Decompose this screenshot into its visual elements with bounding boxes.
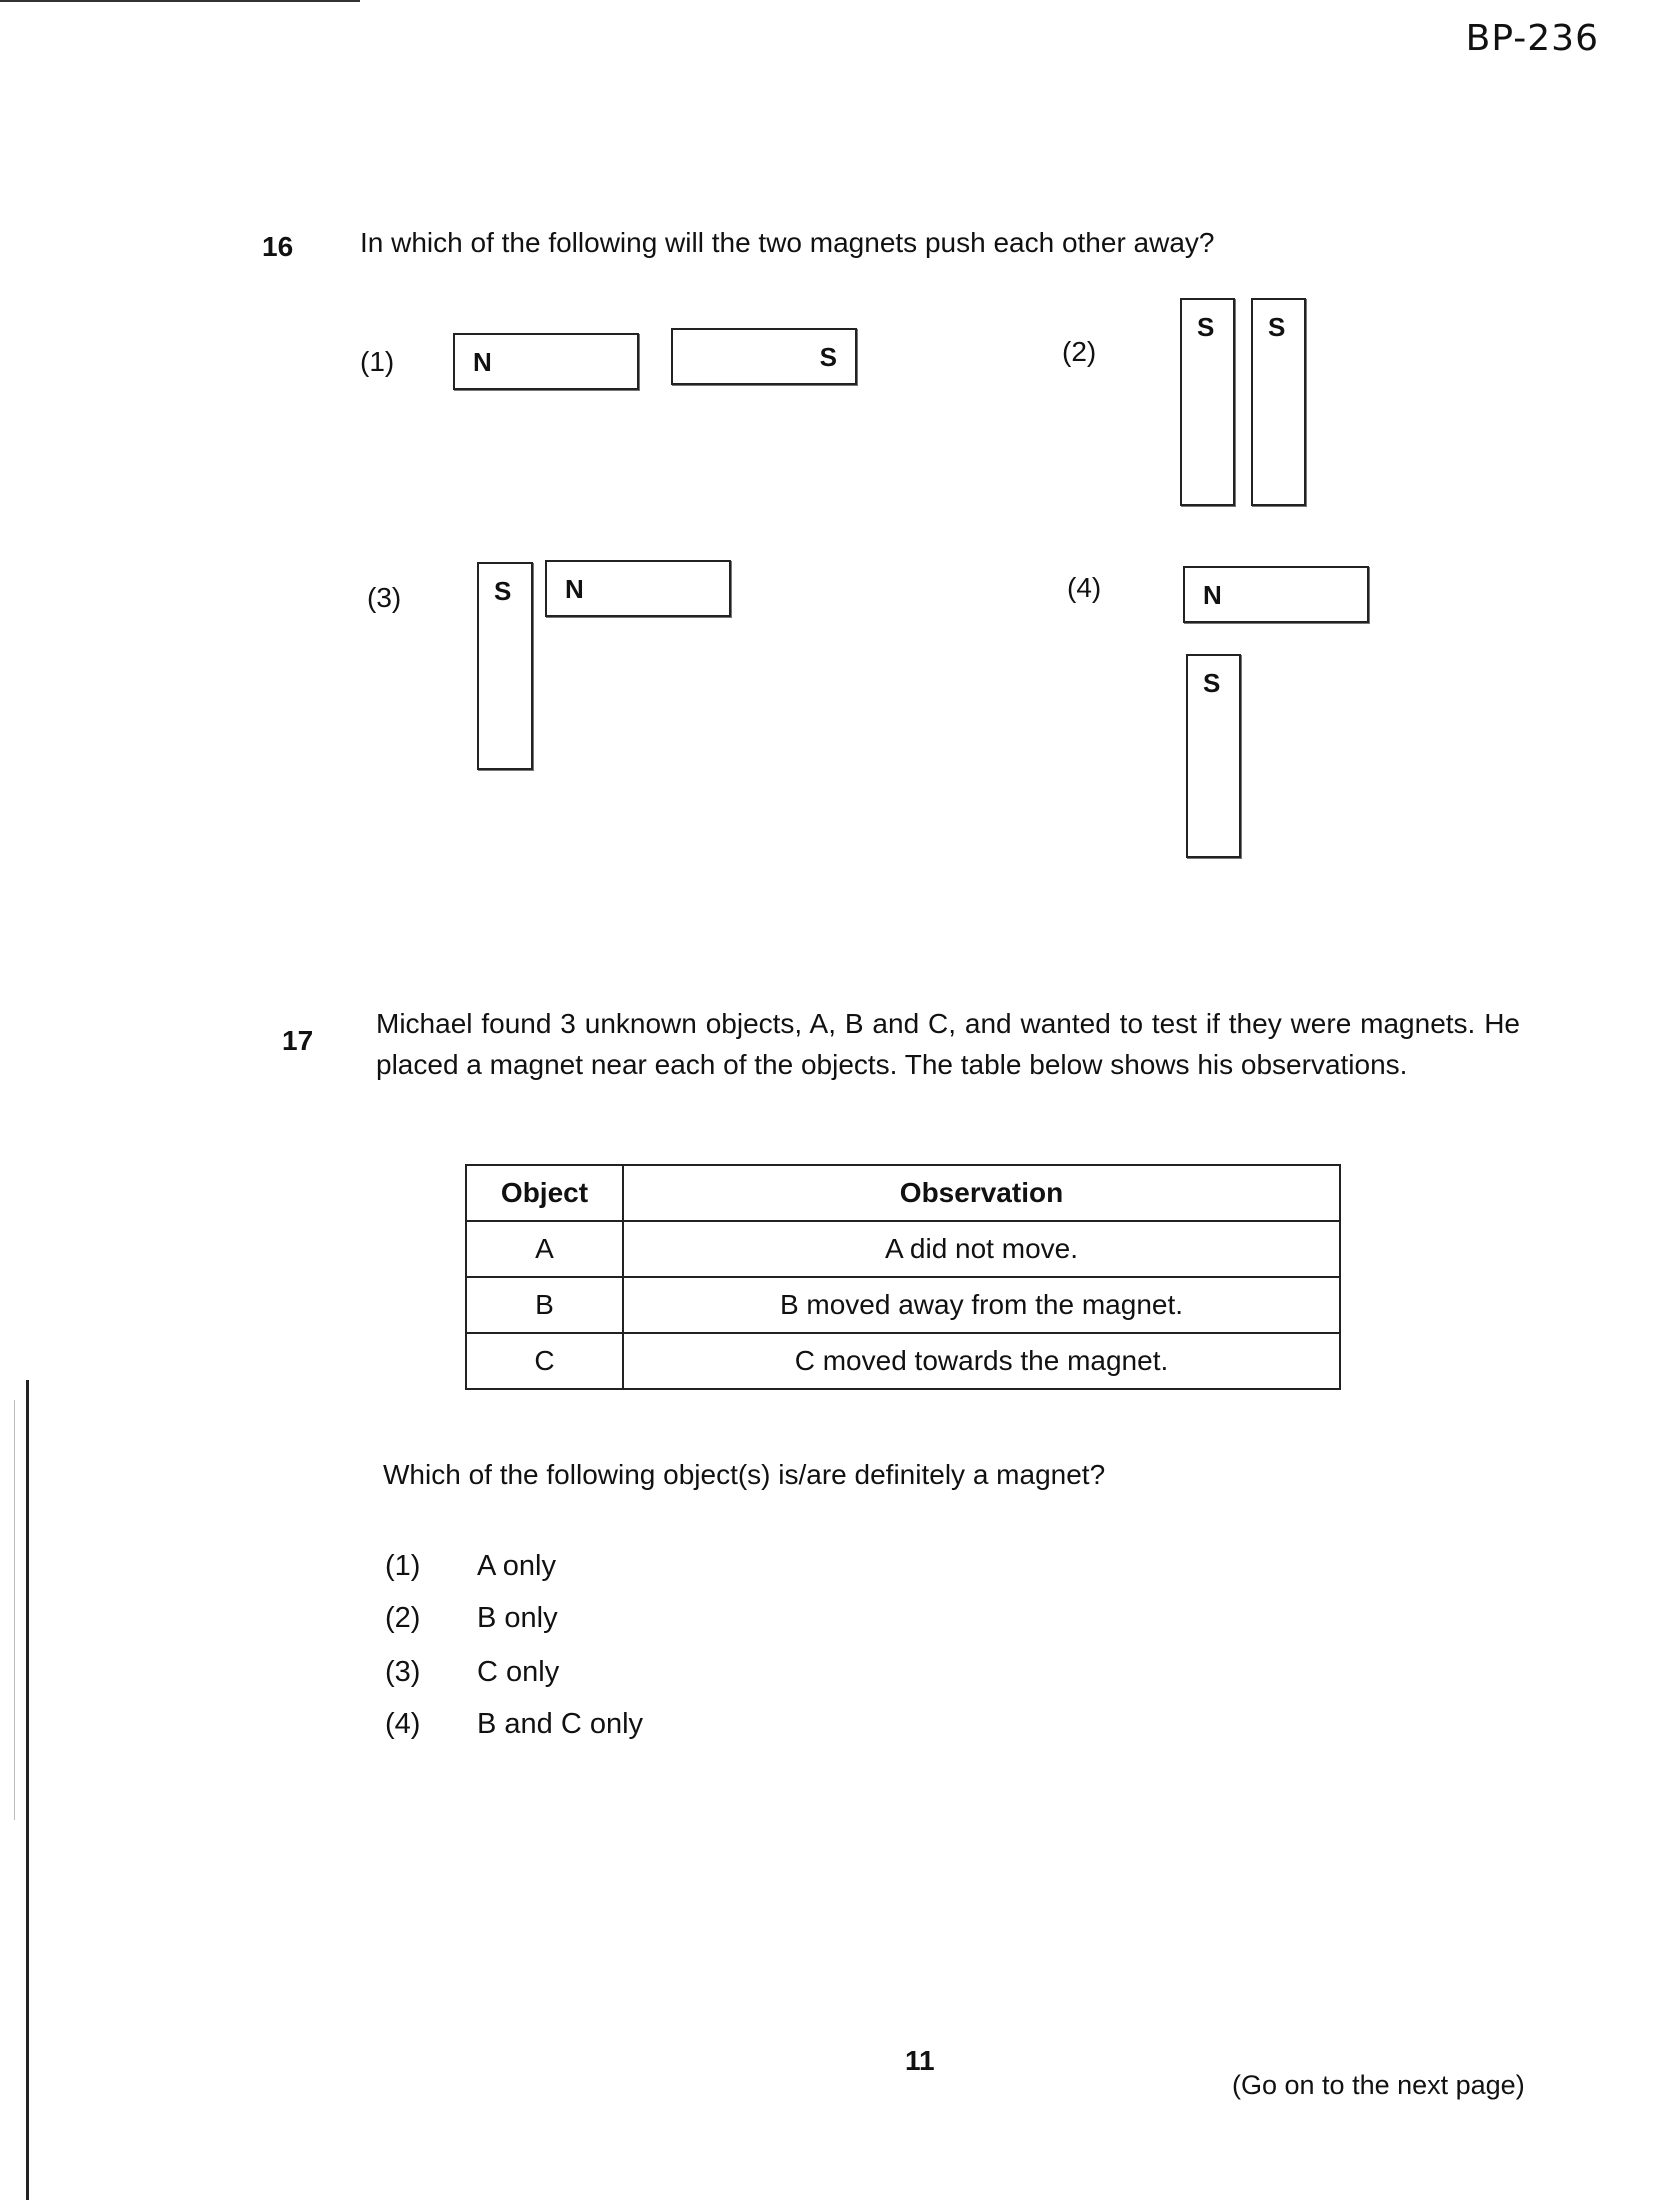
question-17-number: 17: [282, 1025, 314, 1056]
question-16-text: In which of the following will the two magnets push each other away?: [360, 227, 1215, 258]
choice-number: (4): [385, 1708, 421, 1740]
table-row: [466, 1277, 1340, 1333]
choice-number: (2): [385, 1602, 421, 1634]
binding-edge-faint-line: [14, 1400, 15, 1820]
pole-label: S: [1203, 668, 1221, 698]
table-header-row: [466, 1165, 1340, 1221]
table-cell-object: B: [466, 1277, 623, 1333]
pole-label: S: [1197, 312, 1215, 342]
q16-opt2-magnet-left: [1180, 298, 1235, 506]
q16-option-1-label: (1): [360, 346, 395, 377]
column-header-observation: Observation: [623, 1165, 1340, 1221]
table-cell-observation: A did not move.: [623, 1221, 1340, 1277]
question-16-number: 16: [262, 231, 294, 262]
pole-label: N: [565, 574, 584, 604]
column-header-object: Object: [466, 1165, 623, 1221]
pole-label: S: [494, 576, 512, 606]
table-cell-object: A: [466, 1221, 623, 1277]
choice-number: (3): [385, 1656, 421, 1688]
top-rule: [0, 0, 360, 2]
pole-label: S: [819, 342, 837, 372]
q16-opt4-magnet-vertical: [1186, 654, 1241, 858]
answer-choice-4: [385, 1708, 643, 1741]
observation-table: [465, 1164, 1341, 1390]
answer-choice-3: [385, 1656, 559, 1689]
page-number: 11: [905, 2045, 935, 2076]
q16-opt1-magnet-left: [453, 333, 639, 390]
q16-opt1-magnet-right: [671, 328, 857, 385]
paper-code: BP-236: [1465, 18, 1599, 59]
q16-option-2-label: (2): [1062, 336, 1097, 367]
q16-option-4-label: (4): [1067, 572, 1102, 603]
table-row: [466, 1221, 1340, 1277]
pole-label: N: [1203, 580, 1222, 610]
q16-opt2-magnet-right: [1251, 298, 1306, 506]
table-cell-observation: C moved towards the magnet.: [623, 1333, 1340, 1389]
choice-number: (1): [385, 1550, 421, 1582]
table-row: [466, 1333, 1340, 1389]
question-17-prompt: Which of the following object(s) is/are definitely a magnet?: [383, 1459, 1106, 1490]
pole-label: N: [473, 347, 492, 377]
q16-option-3-label: (3): [367, 582, 402, 613]
q16-opt3-magnet-horizontal: [545, 560, 731, 617]
question-17-text: Michael found 3 unknown objects, A, B and C, and wanted to test if they were magnets. He placed a magnet near each of the objects. The table below shows his observations.: [376, 1008, 1520, 1080]
table-cell-observation: B moved away from the magnet.: [623, 1277, 1340, 1333]
choice-text: A only: [477, 1550, 556, 1582]
answer-choice-1: [385, 1550, 556, 1583]
next-page-note: (Go on to the next page): [1232, 2070, 1525, 2100]
table-cell-object: C: [466, 1333, 623, 1389]
choice-text: B and C only: [477, 1708, 644, 1740]
pole-label: S: [1268, 312, 1286, 342]
answer-choice-2: [385, 1602, 558, 1635]
choice-text: B only: [477, 1602, 558, 1634]
q16-opt4-magnet-horizontal: [1183, 566, 1369, 623]
choice-text: C only: [477, 1656, 560, 1688]
q16-opt3-magnet-vertical: [477, 562, 533, 770]
binding-edge-line: [26, 1380, 29, 2200]
